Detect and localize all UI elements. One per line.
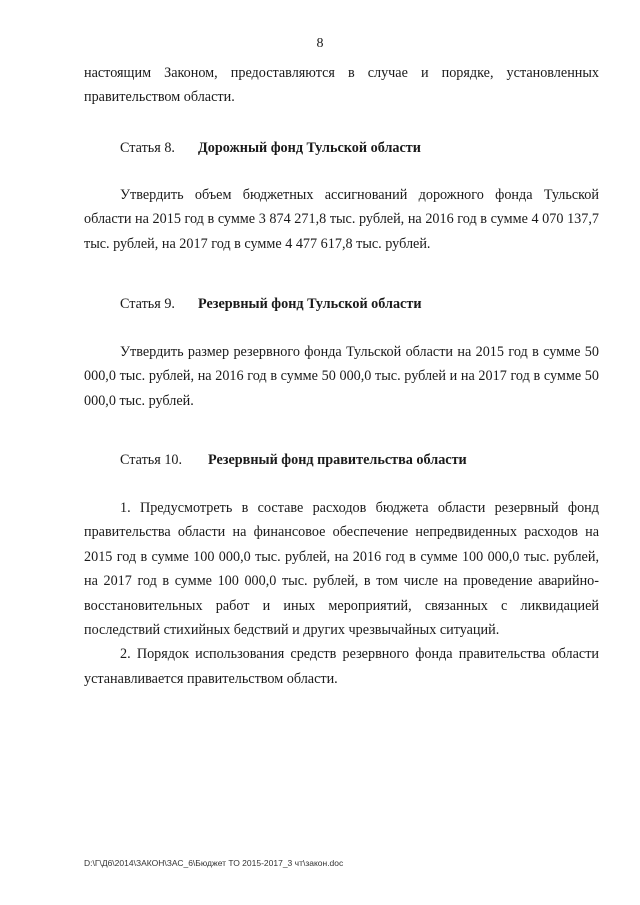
lead-paragraph-block [84,61,599,110]
article-10-paragraph-2: 2. Порядок использования средств резервного фонда правительства области устанавливается правительством области. [84,646,599,687]
page-number: 8 [316,36,324,51]
article-9-body [84,340,599,413]
article-10-body [84,496,599,691]
lead-paragraph: настоящим Законом, предоставляются в случае и порядке, установленных правительством области. [84,65,599,106]
article-8-paragraph-1: Утвердить объем бюджетных ассигнований дорожного фонда Тульской области на 2015 год в сумме 3 874 271,8 тыс. рублей, на 2016 год в сумме 4 070 137,7 тыс. рублей, на 2017 год в сумме 4 477 617,8 тыс. рублей. [84,187,599,252]
footer-file-path: D:\Г\Д6\2014\ЗАКОН\ЗАС_6\Бюджет ТО 2015-2017_3 чт\закон.doc [84,858,344,868]
article-10-paragraph-1: 1. Предусмотреть в составе расходов бюджета области резервный фонд правительства области на финансовое обеспечение непредвиденных расходов на 2015 год в сумме 100 000,0 тыс. рублей, на 2016 год в сумме 100 000,0 тыс. рублей, на 2017 год в сумме 100 000,0 тыс. рублей, в том числе на проведение аварийно-восстановительных работ и иных мероприятий, связанных с ликвидацией последствий стихийных бедствий и других чрезвычайных ситуаций. [84,500,599,639]
article-10-heading [120,450,467,470]
article-8-body [84,183,599,256]
article-9-label: Статья 9. [120,296,175,312]
article-9-paragraph-1: Утвердить размер резервного фонда Тульской области на 2015 год в сумме 50 000,0 тыс. рублей, на 2016 год в сумме 50 000,0 тыс. рублей и на 2017 год в сумме 50 000,0 тыс. рублей. [84,344,599,409]
article-10-label: Статья 10. [120,452,183,468]
article-9-heading [120,294,422,314]
article-8-heading [120,138,421,158]
article-10-title: Резервный фонд правительства области [208,452,467,468]
article-8-label: Статья 8. [120,140,175,156]
article-9-title: Резервный фонд Тульской области [198,296,422,312]
article-8-title: Дорожный фонд Тульской области [198,140,421,156]
